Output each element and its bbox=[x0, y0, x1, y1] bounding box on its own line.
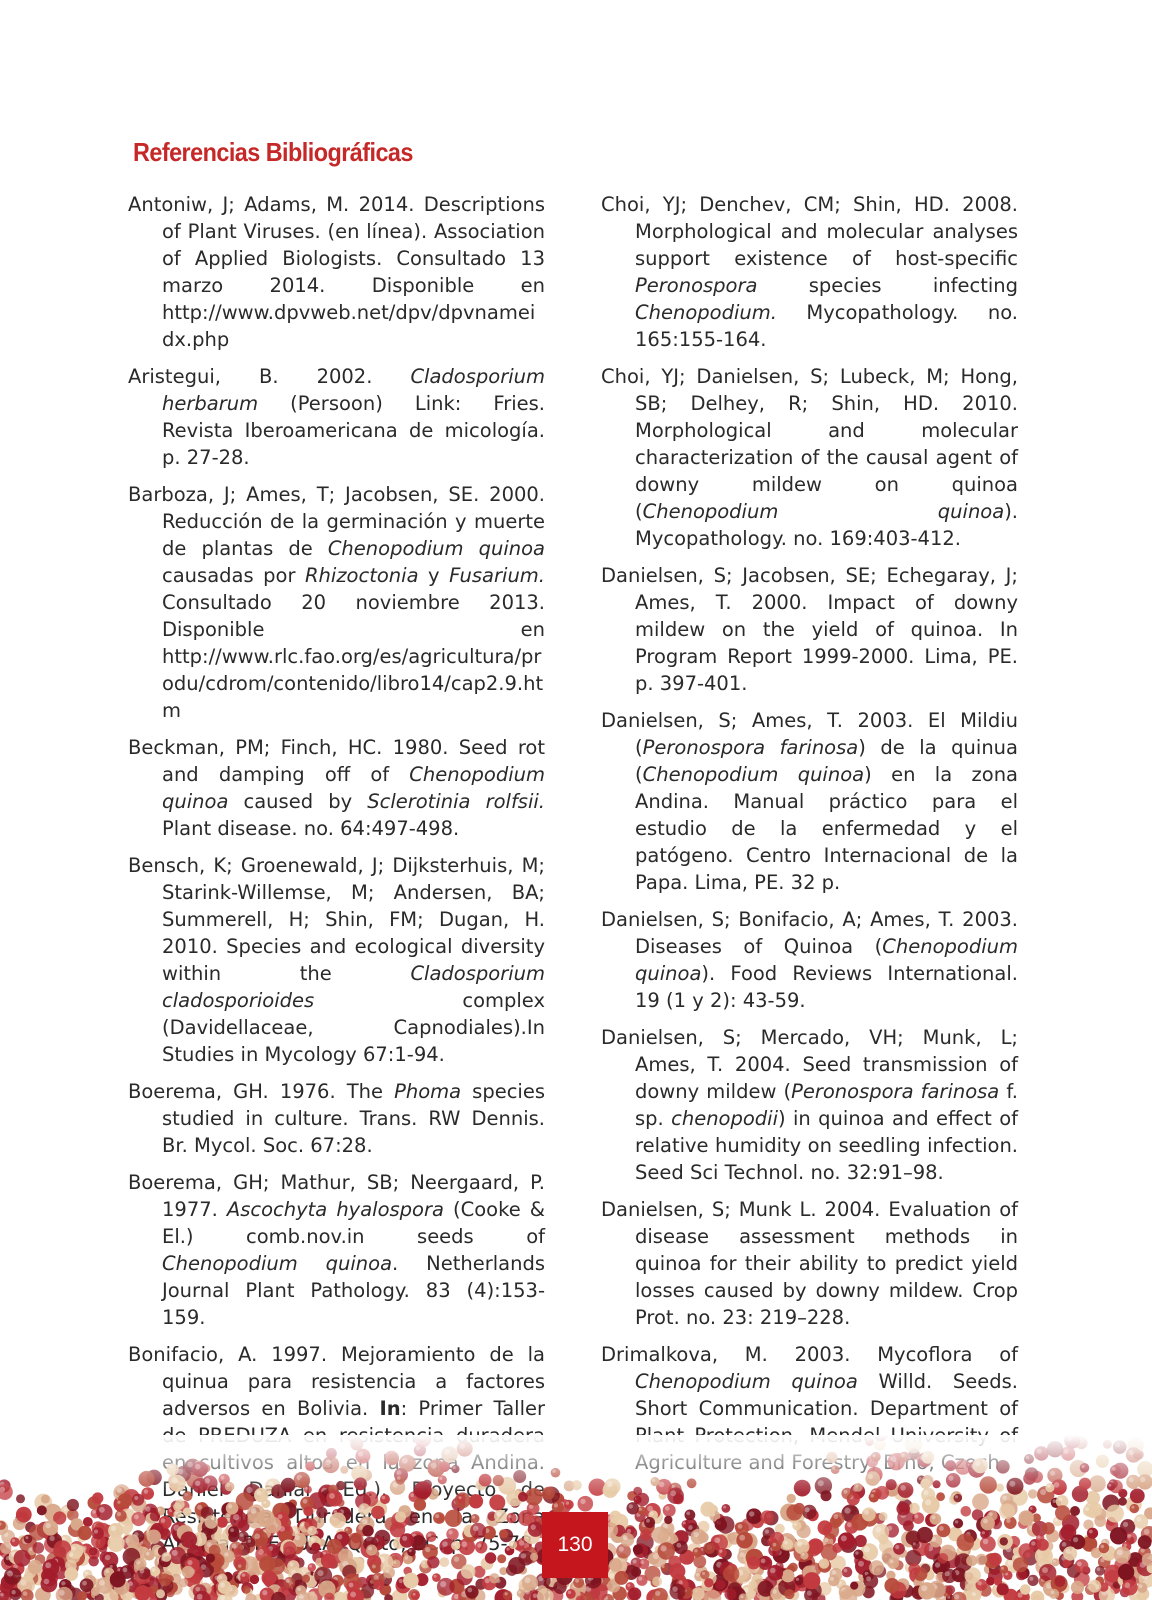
reference-entry: Antoniw, J; Adams, M. 2014. Descriptions of Plant Viruses. (en línea). Association of Applied Biologists. Consultado 13 marzo 2014. Disponible en http://www.dpvweb.net/dpv/dpvnameidx.php bbox=[128, 193, 545, 351]
reference-entry: Drimalkova, M. 2003. Mycoflora of Chenopodium quinoa Willd. Seeds. Short Communication. Department of bbox=[601, 1343, 1018, 1420]
reference-entry: Boerema, GH. 1976. The Phoma species studied in culture. Trans. RW Dennis. Br. Mycol. Soc. 67:28. bbox=[128, 1080, 545, 1157]
reference-entry: Beckman, PM; Finch, HC. 1980. Seed rot and damping off of Chenopodium quinoa caused by Sclerotinia rolfsii. Plant disease. no. 64:497-498. bbox=[128, 736, 546, 840]
reference-entry: Danielsen, S; Munk L. 2004. Evaluation of disease assessment methods in quinoa for their ability to predict yield losses caused by downy mildew. Crop Prot. no. 23: 219–228. bbox=[601, 1198, 1018, 1329]
reference-entry: Danielsen, S; Ames, T. 2003. El Mildiu (Peronospora farinosa) de la quinua (Chenopodium quinoa) en la zona Andina. Manual práctico para el estudio de la enfermedad y el patógeno. Centro Internacional de la Papa. Lima, PE. 32 p. bbox=[601, 709, 1018, 894]
reference-entry: Aristegui, B. 2002. Cladosporium herbarum (Persoon) Link: Fries. Revista Iberoamericana de micología. p. 27-28. bbox=[128, 365, 545, 469]
reference-entry: Danielsen, S; Mercado, VH; Munk, L; Ames, T. 2004. Seed transmission of downy mildew (Peronospora farinosa f. sp. chenopodii) in quinoa and effect of relative humidity on seedling infection. Seed Sci Technol. no. 32:91–98. bbox=[601, 1026, 1018, 1184]
reference-entry: Barboza, J; Ames, T; Jacobsen, SE. 2000. Reducción de la germinación y muerte de plantas de Chenopodium quinoa causadas por Rhizoctonia y Fusarium. Consultado 20 noviembre 2013. Disponible en http://www.rlc.fao.org/es/agricultura/produ/cdrom/contenido/libro14/cap2.9.htm bbox=[128, 483, 545, 722]
reference-entry: Danielsen, S; Jacobsen, SE; Echegaray, J; Ames, T. 2000. Impact of downy mildew on the yield of quinoa. In Program Report 1999-2000. Lima, PE. p. 397-401. bbox=[601, 564, 1018, 695]
references-column-left bbox=[128, 191, 545, 1567]
page-number: 130 bbox=[557, 1533, 593, 1556]
section-heading: Referencias Bibliográficas bbox=[133, 137, 413, 167]
reference-entry: Choi, YJ; Denchev, CM; Shin, HD. 2008. Morphological and molecular analyses support existence of host-specific Peronospora species infecting Chenopodium. Mycopathology. no. 165:155-164. bbox=[601, 193, 1018, 351]
reference-entry: Bensch, K; Groenewald, J; Dijksterhuis, M; Starink-Willemse, M; Andersen, BA; Summerell, H; Shin, FM; Dugan, H. 2010. Species and ecological diversity within the Cladosporium cladosporioides complex (Davidellaceae, Capnodiales).In Studies in Mycology 67:1-94. bbox=[128, 854, 545, 1066]
references-column-right bbox=[601, 191, 1018, 1486]
reference-entry: Boerema, GH; Mathur, SB; Neergaard, P. 1977. Ascochyta hyalospora (Cooke & El.) comb.nov.in seeds of Chenopodium quinoa. Netherlands Journal Plant Pathology. 83 (4):153-159. bbox=[128, 1171, 546, 1329]
reference-entry: Choi, YJ; Danielsen, S; Lubeck, M; Hong, SB; Delhey, R; Shin, HD. 2010. Morphological and molecular characterization of the causal agent of downy mildew on quinoa (Chenopodium quinoa). Mycopathology. no. 169:403-412. bbox=[601, 365, 1018, 550]
page-number-badge bbox=[542, 1512, 608, 1578]
reference-entry: Bonifacio, A. 1997. Mejoramiento de la quinua para resistencia a factores adversos en Bolivia. In: Primer Taller bbox=[128, 1343, 546, 1420]
reference-entry: Danielsen, S; Bonifacio, A; Ames, T. 2003. Diseases of Quinoa (Chenopodium quinoa). Food Reviews International. 19 (1 y 2): 43-59. bbox=[601, 908, 1018, 1012]
